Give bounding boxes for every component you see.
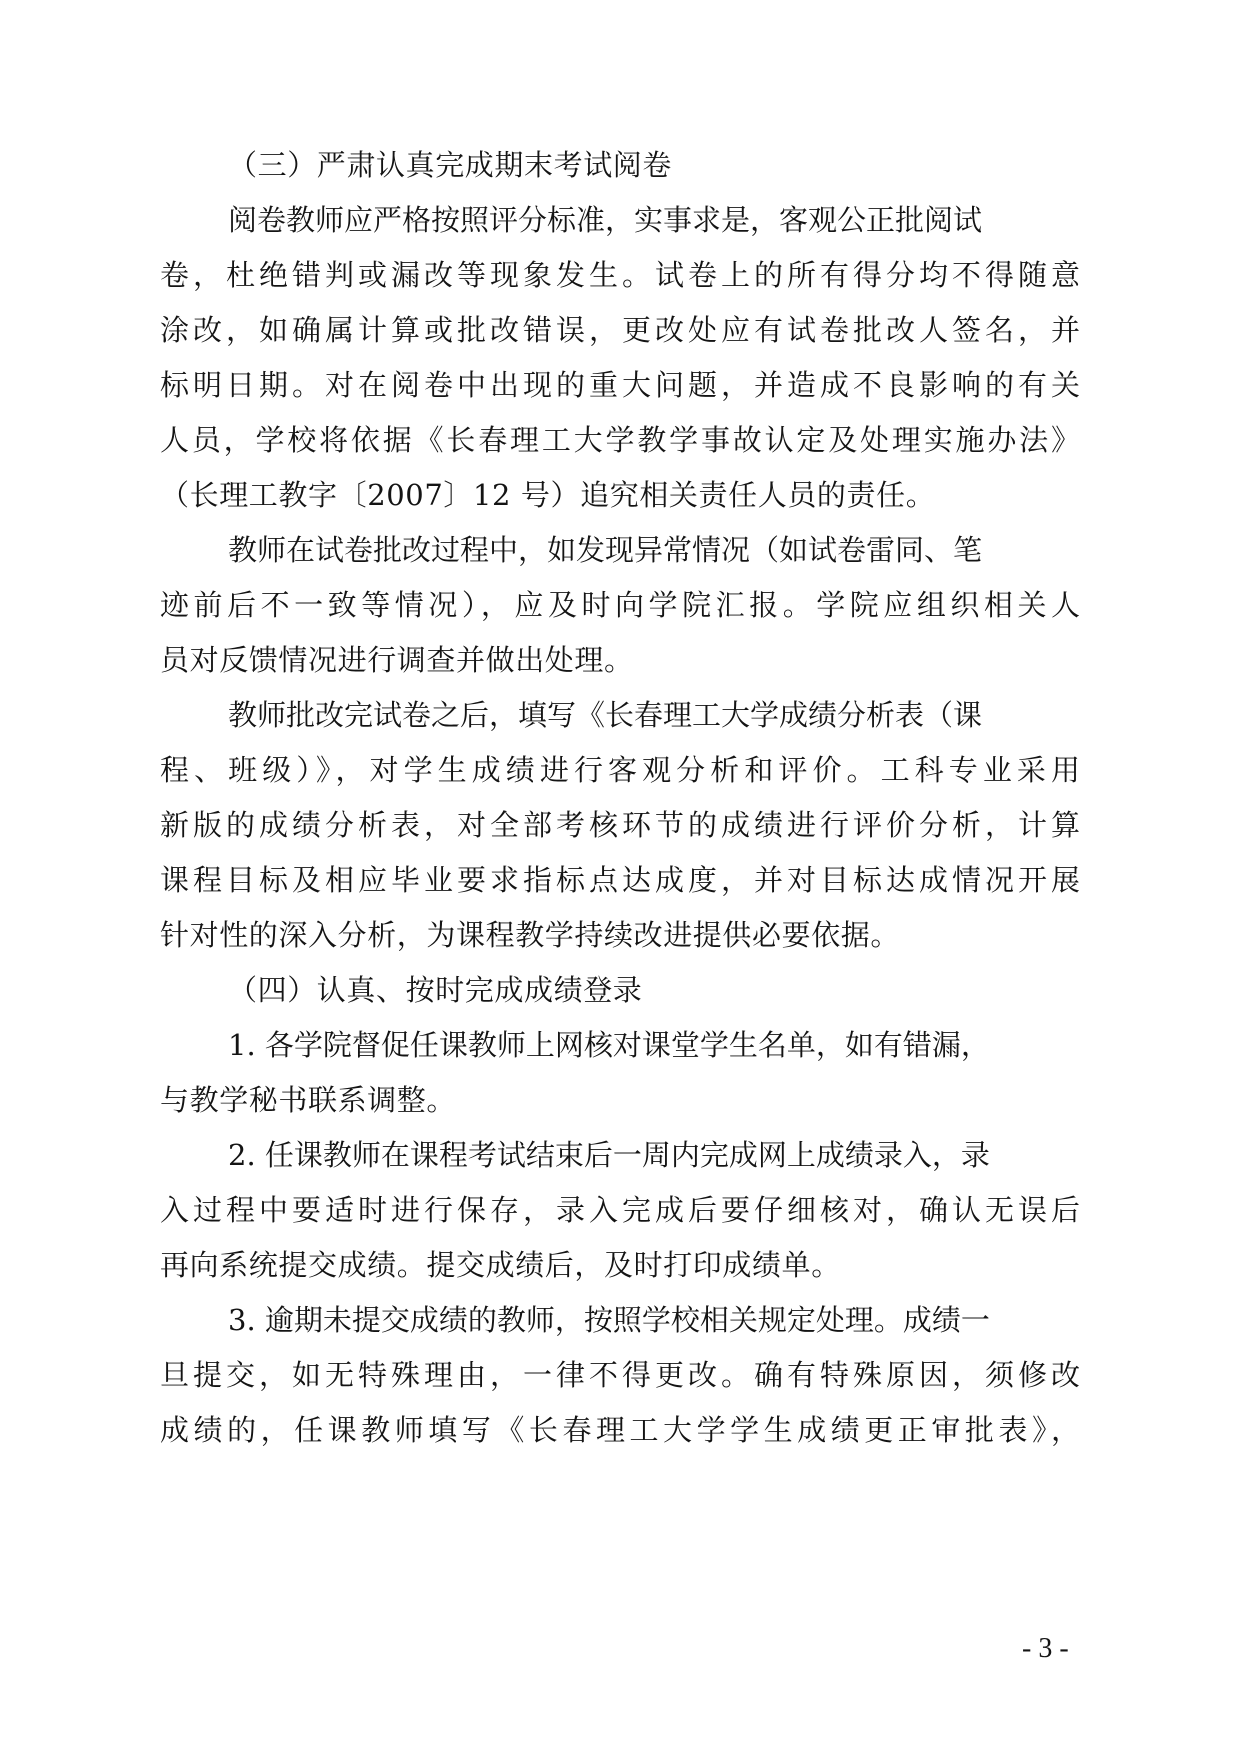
paragraph-line: 再向系统提交成绩。提交成绩后，及时打印成绩单。 <box>160 1248 841 1282</box>
paragraph-line: 入过程中要适时进行保存，录入完成后要仔细核对，确认无误后 <box>160 1193 1080 1227</box>
paragraph-line: 标明日期。对在阅卷中出现的重大问题，并造成不良影响的有关 <box>160 368 1080 402</box>
paragraph-line: （长理工教字〔2007〕12 号）追究相关责任人员的责任。 <box>160 478 936 512</box>
paragraph-line: 1. 各学院督促任课教师上网核对课堂学生名单，如有错漏， <box>228 1028 990 1062</box>
paragraph-line: 教师批改完试卷之后，填写《长春理工大学成绩分析表（课 <box>228 698 983 732</box>
paragraph-line: 员对反馈情况进行调查并做出处理。 <box>160 643 634 677</box>
paragraph-line: 教师在试卷批改过程中，如发现异常情况（如试卷雷同、笔 <box>228 533 983 567</box>
paragraph-line: 3. 逾期未提交成绩的教师，按照学校相关规定处理。成绩一 <box>228 1303 990 1337</box>
paragraph-line: 迹前后不一致等情况），应及时向学院汇报。学院应组织相关人 <box>160 588 1080 622</box>
section-heading-4: （四）认真、按时完成成绩登录 <box>228 973 643 1007</box>
paragraph-line: 2. 任课教师在课程考试结束后一周内完成网上成绩录入，录 <box>228 1138 990 1172</box>
paragraph-line: 与教学秘书联系调整。 <box>160 1083 457 1117</box>
paragraph-line: 涂改，如确属计算或批改错误，更改处应有试卷批改人签名，并 <box>160 313 1080 347</box>
paragraph-line: 阅卷教师应严格按照评分标准，实事求是，客观公正批阅试 <box>228 203 983 237</box>
paragraph-line: 程、班级）》，对学生成绩进行客观分析和评价。工科专业采用 <box>160 753 1080 787</box>
paragraph-line: 人员，学校将依据《长春理工大学教学事故认定及处理实施办法》 <box>160 423 1080 457</box>
paragraph-line: 课程目标及相应毕业要求指标点达成度，并对目标达成情况开展 <box>160 863 1080 897</box>
paragraph-line: 旦提交，如无特殊理由，一律不得更改。确有特殊原因，须修改 <box>160 1358 1080 1392</box>
paragraph-line: 成绩的，任课教师填写《长春理工大学学生成绩更正审批表》， <box>160 1413 1080 1447</box>
paragraph-line: 新版的成绩分析表，对全部考核环节的成绩进行评价分析，计算 <box>160 808 1080 842</box>
section-heading-3: （三）严肃认真完成期末考试阅卷 <box>228 148 673 182</box>
paragraph-line: 卷，杜绝错判或漏改等现象发生。试卷上的所有得分均不得随意 <box>160 258 1080 292</box>
page-number: - 3 - <box>1022 1633 1069 1664</box>
paragraph-line: 针对性的深入分析，为课程教学持续改进提供必要依据。 <box>160 918 901 952</box>
